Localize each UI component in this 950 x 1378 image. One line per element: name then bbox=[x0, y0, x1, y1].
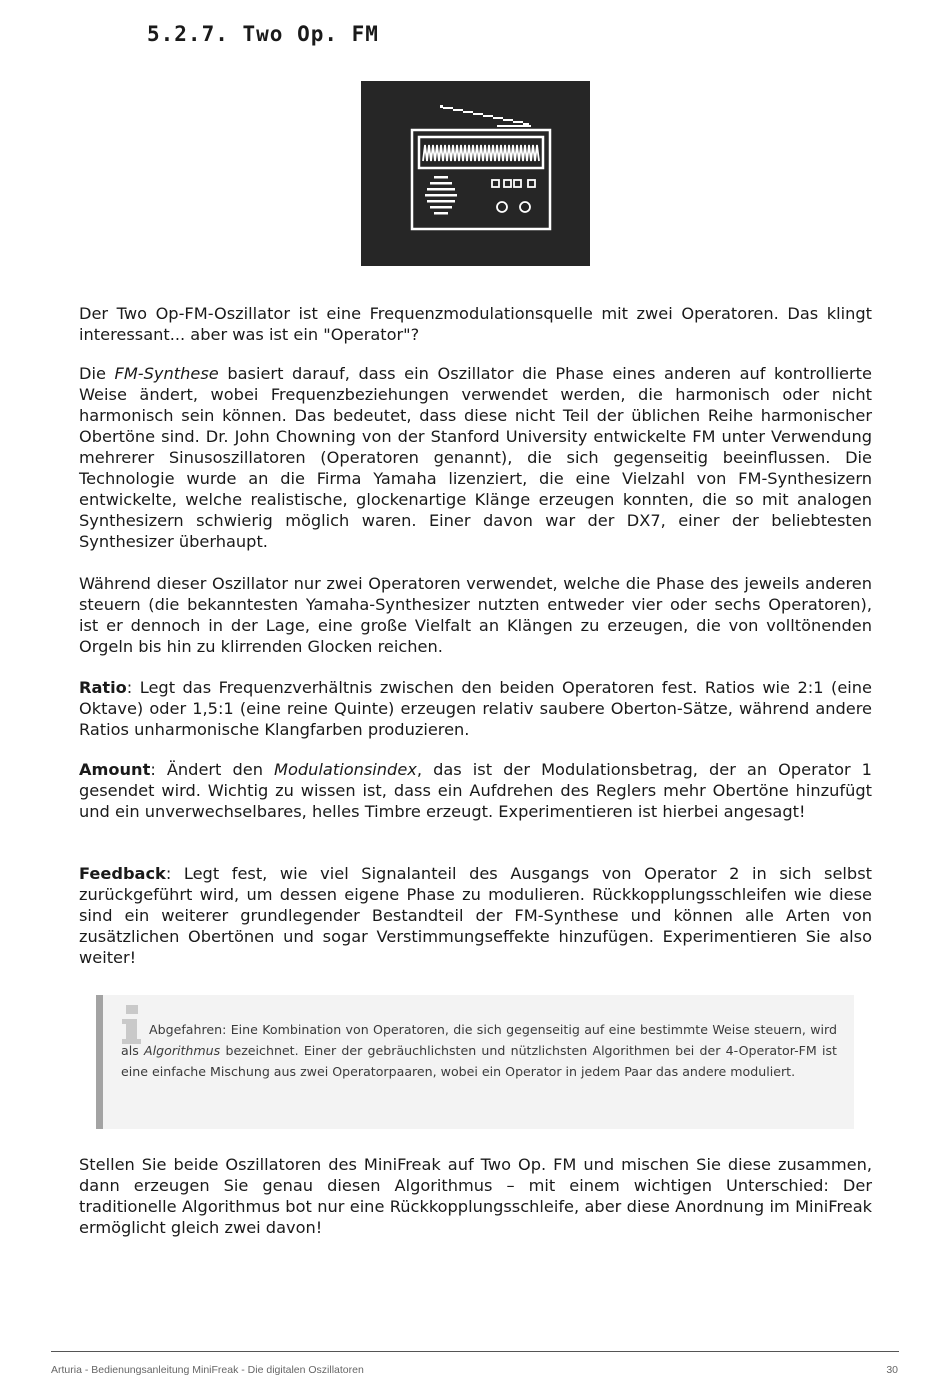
p2-post: basiert darauf, dass ein Oszillator die Phase eines anderen auf kontrollierte Weise ändert, wobei Frequenzbeziehungen verwendet werden, die harmonisch oder nicht harmonisch sein können. Das bedeutet, dass diese nicht Teil der üblichen Reihe harmonischer Obertöne sind. Dr. John Chowning von der Stanford University entwickelte FM unter Verwendung mehrerer Sinusoszillatoren (Operatoren genannt), die sich gegenseitig beeinflussen. Die Technologie wurde an die Firma Yamaha lizenziert, die eine Vielzahl von FM-Synthesizern entwickelte, welche realistische, glockenartige Klänge erzeugen konnten, die so mit analogen Synthesizern schwierig möglich waren. Einer davon war der DX7, einer der beliebtesten Synthesizer überhaupt. bbox=[79, 364, 872, 551]
amount-term: Amount bbox=[79, 760, 151, 779]
operators-paragraph: Während dieser Oszillator nur zwei Operatoren verwendet, welche die Phase des jeweils anderen steuern (die bekanntesten Yamaha-Synthesizer nutzten entweder vier oder sechs Operatoren), ist er dennoch in der Lage, eine große Vielfalt an Klängen zu erzeugen, die von volltönenden Orgeln bis hin zu klirrenden Glocken reichen. bbox=[79, 574, 872, 656]
info-note bbox=[96, 995, 854, 1129]
footer-divider bbox=[51, 1351, 899, 1352]
amount-post: , das ist der Modulationsbetrag, der an Operator 1 gesendet wird. Wichtig zu wissen ist, dass ein Aufdrehen des Reglers mehr Obertöne hinzufügt und ein unverwechselbares, helles Timbre erzeugt. Experimentieren ist hierbei angesagt! bbox=[79, 760, 872, 821]
footer-title: Arturia - Bedienungsanleitung MiniFreak - Die digitalen Oszillatoren bbox=[51, 1364, 364, 1376]
feedback-text: : Legt fest, wie viel Signalanteil des Ausgangs von Operator 2 in sich selbst zurückgeführt wird, um dessen eigene Phase zu modulieren. Rückkopplungsschleifen wie diese sind ein weiterer grundlegender Bestandteil der FM-Synthese und können alle Arten von zusätzlichen Obertönen und sogar Verstimmungseffekte hinzufügen. Experimentieren Sie also weiter! bbox=[79, 864, 872, 967]
intro-paragraph: Der Two Op-FM-Oszillator ist eine Frequenzmodulationsquelle mit zwei Operatoren. Das klingt interessant... aber was ist ein "Operator"? bbox=[79, 304, 872, 344]
note-post: bezeichnet. Einer der gebräuchlichsten und nützlichsten Algorithmen bei der 4-Operator-FM ist eine einfache Mischung aus zwei Operatorpaaren, wobei ein Operator in jedem Paar das andere moduliert. bbox=[121, 1043, 837, 1079]
closing-paragraph: Stellen Sie beide Oszillatoren des MiniFreak auf Two Op. FM und mischen Sie diese zusammen, dann erzeugen Sie genau diesen Algorithmus – mit einem wichtigen Unterschied: Der traditionelle Algorithmus bot nur eine Rückkopplungsschleife, aber diese Anordnung im MiniFreak ermöglicht gleich zwei davon! bbox=[79, 1155, 872, 1237]
oscillator-figure bbox=[361, 81, 590, 266]
p2-emphasis: FM-Synthese bbox=[114, 364, 219, 383]
section-title: 5.2.7. Two Op. FM bbox=[147, 22, 379, 46]
amount-emphasis: Modulationsindex bbox=[274, 760, 417, 779]
feedback-paragraph bbox=[79, 863, 872, 968]
ratio-text: : Legt das Frequenzverhältnis zwischen den beiden Operatoren fest. Ratios wie 2:1 (eine Oktave) oder 1,5:1 (eine reine Quinte) erzeugen relativ saubere Oberton-Sätze, während andere Ratios unharmonische Klangfarben produzieren. bbox=[79, 678, 872, 739]
page-number: 30 bbox=[886, 1364, 898, 1376]
note-pre: Abgefahren: Eine Kombination von Operatoren, die sich gegenseitig auf eine bestimmte Weise steuern, wird als bbox=[121, 1022, 837, 1058]
radio-oscillator-icon bbox=[361, 81, 590, 266]
ratio-paragraph bbox=[79, 677, 872, 740]
feedback-term: Feedback bbox=[79, 864, 166, 883]
note-emphasis: Algorithmus bbox=[144, 1043, 221, 1058]
amount-paragraph bbox=[79, 759, 872, 822]
amount-pre: : Ändert den bbox=[150, 760, 275, 779]
note-text bbox=[121, 1019, 837, 1082]
fm-synthesis-paragraph bbox=[79, 363, 872, 552]
p2-pre: Die bbox=[79, 364, 115, 383]
ratio-term: Ratio bbox=[79, 678, 127, 697]
